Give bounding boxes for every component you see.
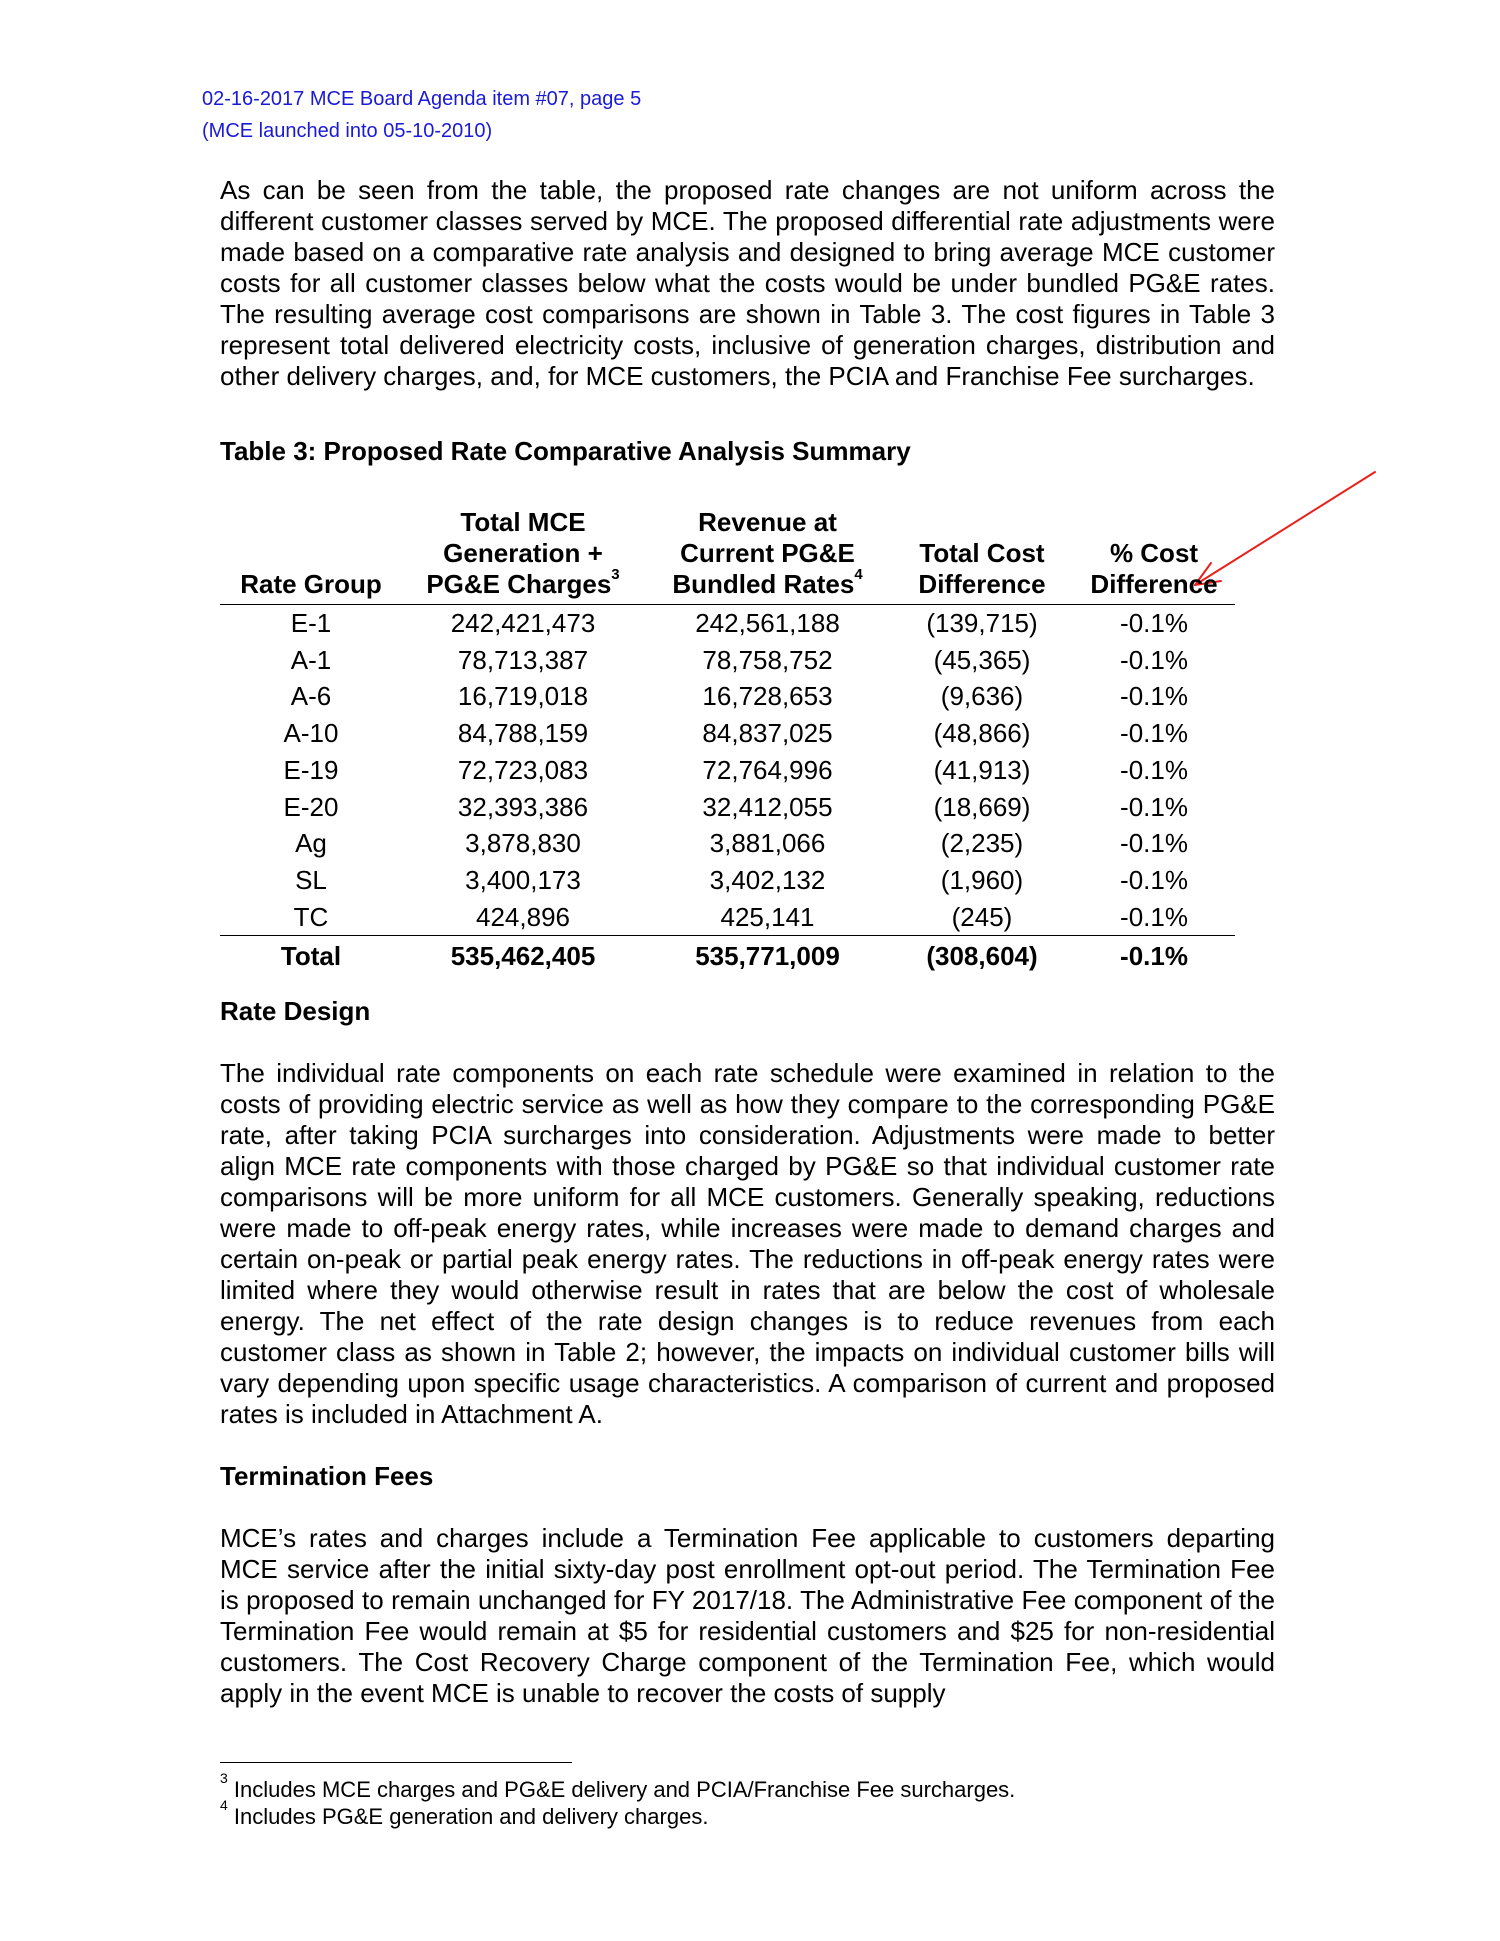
cell-cost-diff: (245) (951, 901, 1013, 932)
rate-design-paragraph: The individual rate components on each rate schedule were examined in relation to the costs of providing electric service as well as how they compare to the corresponding PG&E rate, after taking PCIA surcharges into consideration. Adjustments were made to better align MCE rate components with those charged by PG&E so that individual customer rate comparisons will be more uniform for all MCE customers. Generally speaking, reductions were made to off-peak energy rates, while increases were made to demand charges and certain on-peak or partial peak energy rates. The reductions in off-peak energy rates were limited where they would otherwise result in rates that are below the cost of wholesale energy. The net effect of the rate design changes is to reduce revenues from each customer class as shown in Table 2; however, the impacts on individual customer bills will vary depending upon specific usage characteristics. A comparison of current and proposed rates is included in Attachment A. (220, 1058, 1275, 1430)
cell-rate-group: E-20 (283, 791, 339, 822)
cell-total-mce: 424,896 (476, 901, 570, 932)
cell-total-mce: 16,719,018 (457, 681, 589, 712)
footnote-divider (220, 1762, 572, 1763)
cell-cost-diff: (45,365) (933, 644, 1031, 675)
table-row (220, 605, 1235, 642)
cell-total-revenue: 535,771,009 (695, 941, 840, 972)
cell-cost-diff: (1,960) (940, 864, 1024, 895)
cell-revenue: 3,881,066 (709, 828, 826, 859)
cell-revenue: 84,837,025 (702, 718, 833, 749)
cell-rate-group: TC (293, 901, 329, 932)
cell-pct-diff: -0.1% (1120, 718, 1188, 749)
header-total-cost-difference: Total Cost Difference (918, 538, 1046, 599)
cell-revenue: 32,412,055 (702, 791, 833, 822)
cell-total-pct-diff: -0.1% (1120, 941, 1188, 972)
table-header-row (220, 507, 1235, 605)
cell-pct-diff: -0.1% (1120, 864, 1188, 895)
header-total-mce: Total MCE Generation + PG&E Charges$^3$ (426, 507, 620, 599)
header-revenue-pge: Revenue at Current PG&E Bundled Rates$^4$ (672, 507, 863, 599)
cell-rate-group: E-1 (290, 608, 332, 638)
cell-rate-group: SL (295, 864, 327, 895)
cell-pct-diff: -0.1% (1120, 754, 1188, 785)
footnote-text: Includes PG&E generation and delivery charges. (233, 1804, 709, 1829)
cell-total-mce: 32,393,386 (457, 791, 589, 822)
footnote-3 (220, 1769, 1016, 1804)
footnote-number: 3 (220, 1769, 228, 1786)
cell-total-cost-diff: (308,604) (926, 941, 1038, 972)
cell-cost-diff: (9,636) (940, 681, 1024, 712)
cell-pct-diff: -0.1% (1120, 828, 1188, 859)
rate-comparison-table (220, 507, 1235, 976)
cell-rate-group: A-1 (290, 644, 332, 675)
table-row (220, 789, 1235, 826)
launch-date-annotation: (MCE launched into 05-10-2010) (202, 120, 493, 142)
cell-rate-group: Ag (295, 828, 327, 859)
cell-total-mce: 3,878,830 (465, 828, 581, 859)
cell-revenue: 72,764,996 (702, 754, 833, 785)
header-pct-cost-difference: % Cost Difference (1090, 538, 1218, 599)
footnote-4 (220, 1796, 709, 1831)
cell-total-mce: 72,723,083 (457, 754, 589, 785)
table-row (220, 678, 1235, 715)
cell-cost-diff: (18,669) (933, 791, 1031, 822)
table-row (220, 752, 1235, 789)
cell-rate-group: A-10 (283, 718, 339, 749)
cell-total-mce: 535,462,405 (450, 941, 596, 972)
cell-revenue: 16,728,653 (702, 681, 833, 712)
intro-paragraph: As can be seen from the table, the proposed rate changes are not uniform across the different customer classes served by MCE. The proposed differential rate adjustments were made based on a comparative rate analysis and designed to bring average MCE customer costs for all customer classes below what the costs would be under bundled PG&E rates. The resulting average cost comparisons are shown in Table 3. The cost figures in Table 3 represent total delivered electricity costs, inclusive of generation charges, distribution and other delivery charges, and, for MCE customers, the PCIA and Franchise Fee surcharges. (220, 175, 1275, 391)
document-body (220, 175, 1275, 1709)
cell-revenue: 425,141 (720, 901, 815, 932)
footnote-text: Includes MCE charges and PG&E delivery and PCIA/Franchise Fee surcharges. (233, 1777, 1016, 1802)
table-row (220, 642, 1235, 679)
table-row (220, 899, 1235, 936)
cell-total-mce: 78,713,387 (457, 644, 589, 675)
agenda-annotation: 02-16-2017 MCE Board Agenda item #07, page 5 (202, 88, 642, 110)
cell-cost-diff: (139,715) (926, 608, 1038, 638)
footnote-number: 4 (220, 1796, 228, 1813)
cell-total-mce: 3,400,173 (465, 864, 581, 895)
cell-cost-diff: (2,235) (940, 828, 1024, 859)
cell-cost-diff: (41,913) (933, 754, 1031, 785)
table-row (220, 715, 1235, 752)
footnote-ref-4: 4 (854, 566, 863, 584)
cell-revenue: 242,561,188 (695, 608, 840, 638)
cell-rate-group: A-6 (290, 681, 332, 712)
cell-pct-diff: -0.1% (1120, 791, 1188, 822)
termination-fees-heading: Termination Fees (220, 1461, 434, 1492)
table-title: Table 3: Proposed Rate Comparative Analysis Summary (220, 436, 911, 466)
header-rate-group: Rate Group (240, 569, 382, 599)
cell-total-mce: 242,421,473 (450, 608, 596, 638)
cell-revenue: 78,758,752 (702, 644, 833, 675)
rate-design-heading: Rate Design (220, 996, 371, 1027)
cell-pct-diff: -0.1% (1120, 644, 1188, 675)
cell-total-mce: 84,788,159 (457, 718, 589, 749)
table-row (220, 862, 1235, 899)
table-total-row (220, 936, 1235, 977)
cell-total-label: Total (280, 941, 342, 972)
table-row (220, 825, 1235, 862)
cell-cost-diff: (48,866) (933, 718, 1031, 749)
termination-fees-paragraph: MCE’s rates and charges include a Termination Fee applicable to customers departing MCE service after the initial sixty-day post enrollment opt-out period. The Termination Fee is proposed to remain unchanged for FY 2017/18. The Administrative Fee component of the Termination Fee would remain at $5 for residential customers and $25 for non-residential customers. The Cost Recovery Charge component of the Termination Fee, which would apply in the event MCE is unable to recover the costs of supply (220, 1523, 1275, 1709)
cell-pct-diff: -0.1% (1120, 608, 1188, 638)
cell-rate-group: E-19 (283, 754, 339, 785)
cell-revenue: 3,402,132 (709, 864, 826, 895)
footnote-ref-3: 3 (611, 566, 620, 584)
cell-pct-diff: -0.1% (1120, 901, 1188, 932)
cell-pct-diff: -0.1% (1120, 681, 1188, 712)
